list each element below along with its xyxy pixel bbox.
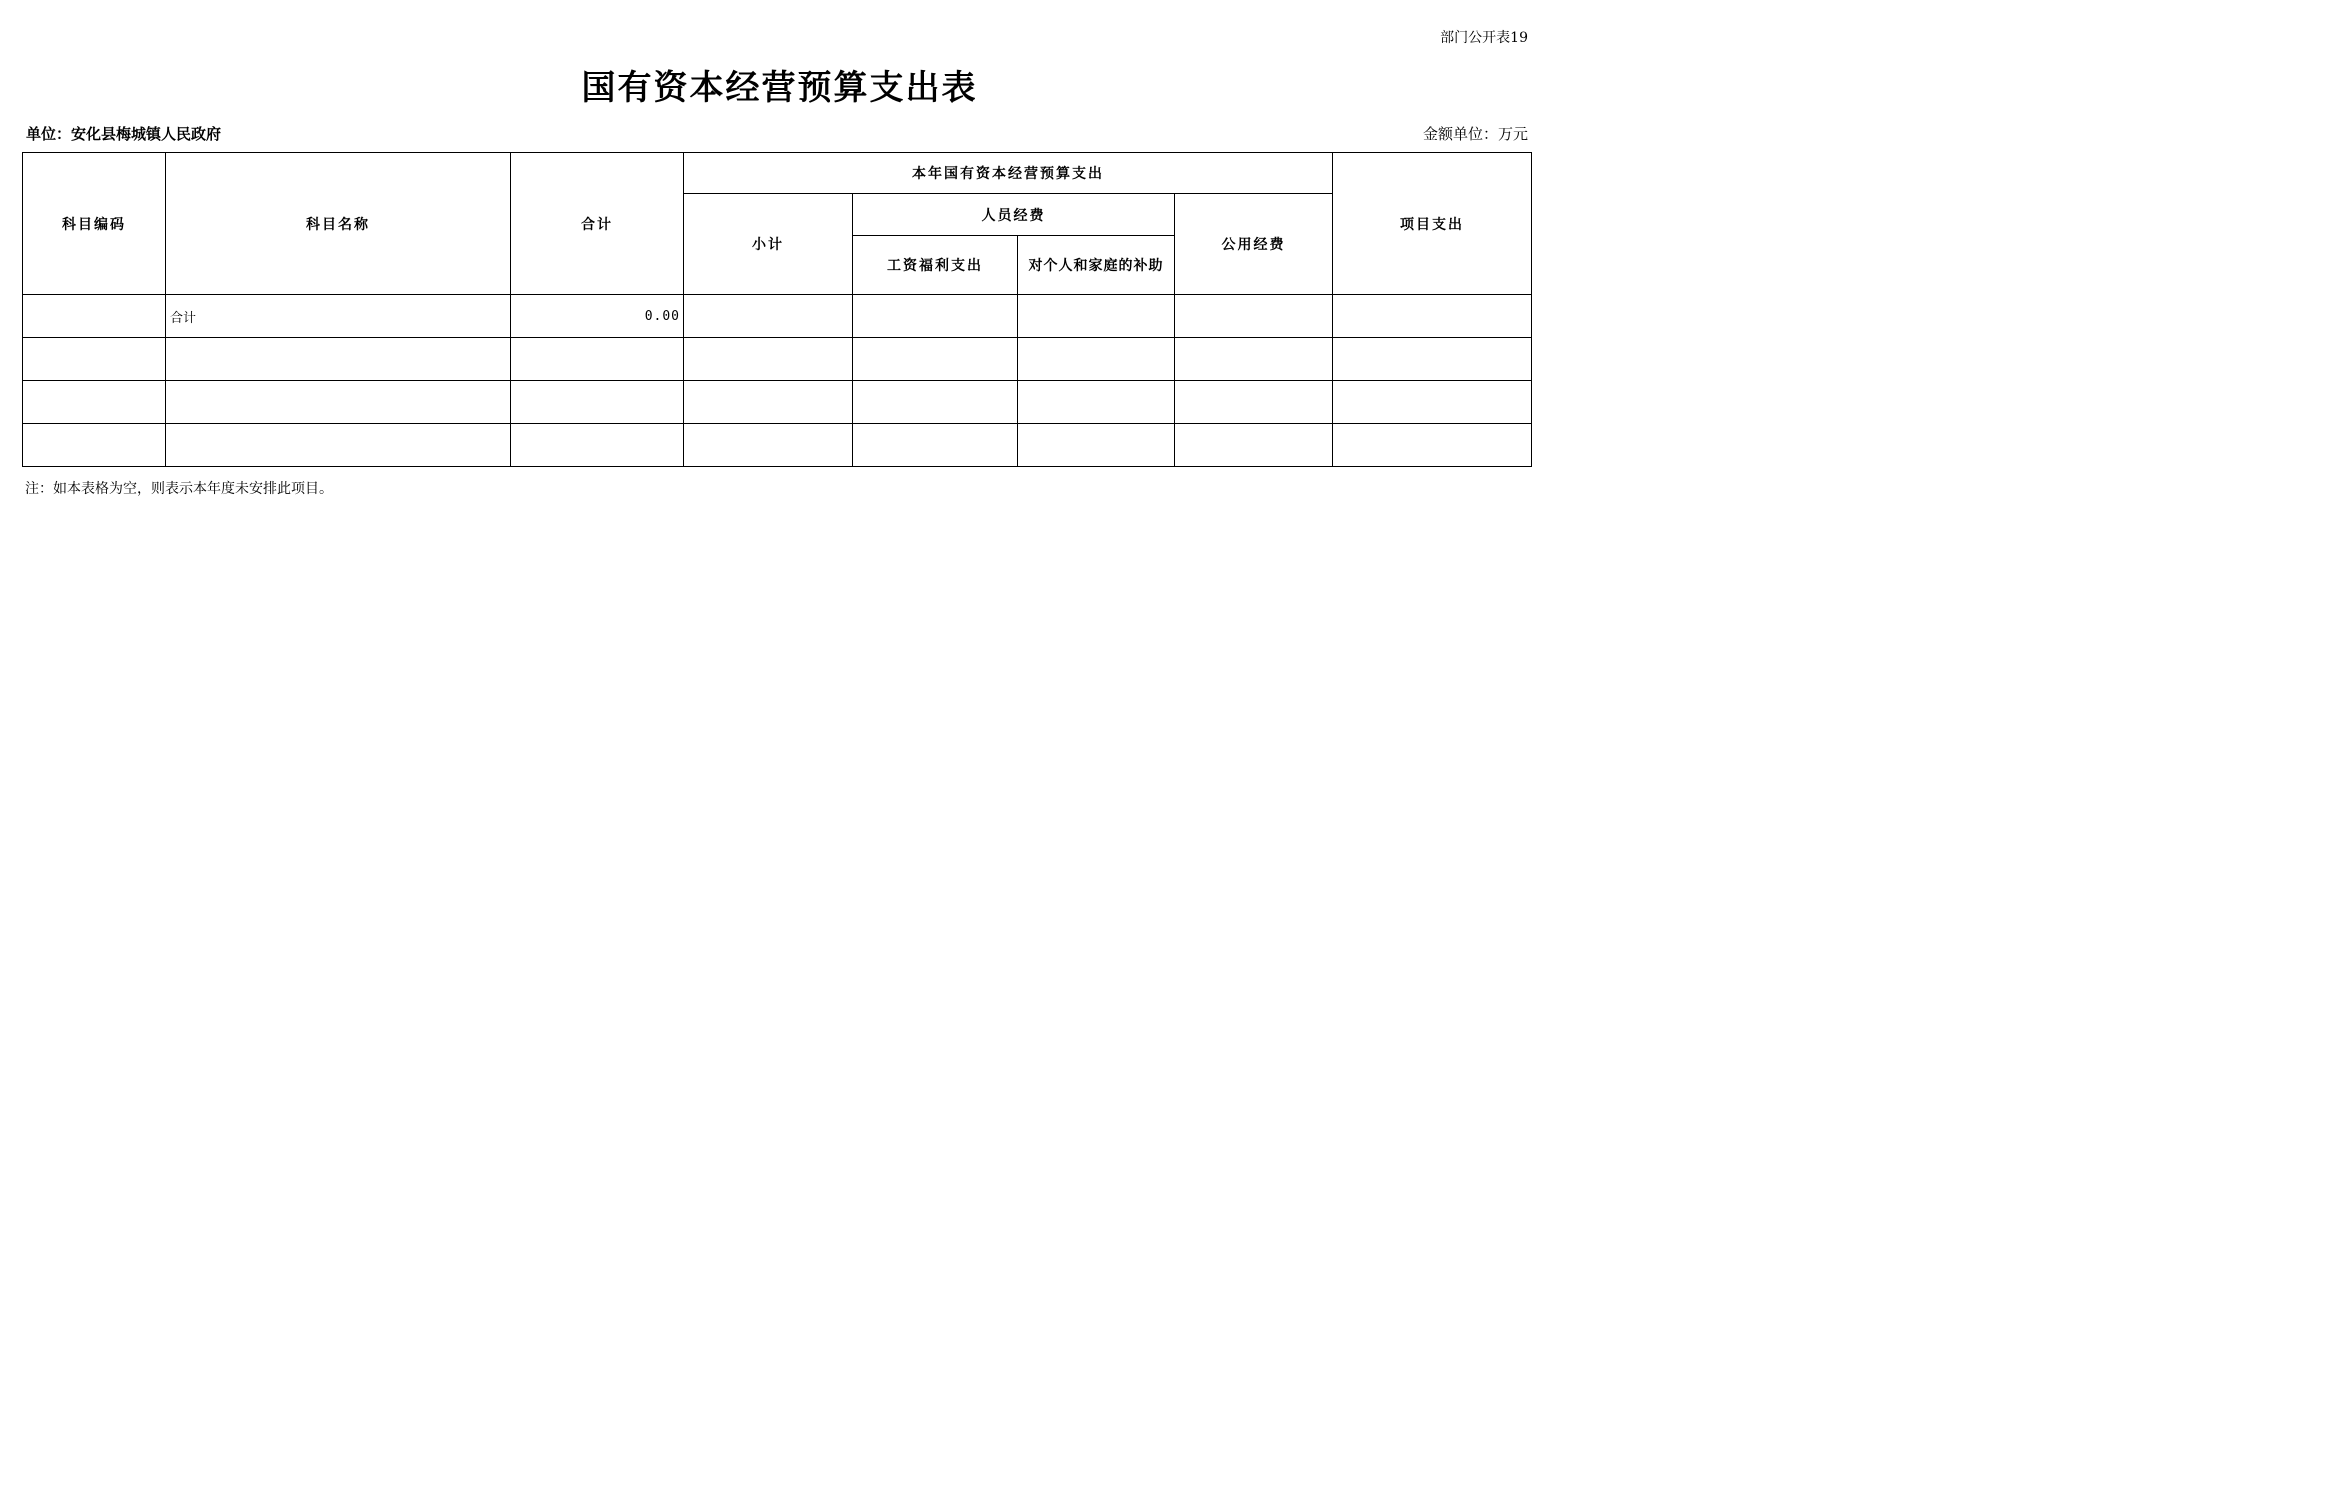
cell-name: [166, 338, 511, 381]
header-subsidy: 对个人和家庭的补助: [1018, 236, 1175, 295]
cell-name: [166, 381, 511, 424]
cell-public: [1175, 338, 1333, 381]
cell-public: [1175, 424, 1333, 467]
cell-subtotal: [684, 381, 853, 424]
cell-code: [23, 338, 166, 381]
cell-code: [23, 295, 166, 338]
cell-project: [1333, 381, 1532, 424]
cell-subsidy: [1018, 381, 1175, 424]
header-subtotal: 小计: [684, 194, 853, 295]
budget-table: [22, 152, 1532, 467]
amount-unit: 金额单位：万元: [1422, 125, 1528, 143]
cell-total: [511, 381, 684, 424]
cell-subtotal: [684, 338, 853, 381]
cell-total: 0.00: [511, 295, 684, 338]
header-public: 公用经费: [1175, 194, 1333, 295]
header-total: 合计: [511, 153, 684, 295]
cell-subsidy: [1018, 424, 1175, 467]
cell-name: 合计: [166, 295, 511, 338]
header-code: 科目编码: [23, 153, 166, 295]
footnote: 注：如本表格为空，则表示本年度未安排此项目。: [25, 481, 333, 497]
cell-code: [23, 381, 166, 424]
header-group: 本年国有资本经营预算支出: [684, 153, 1333, 194]
cell-subsidy: [1018, 295, 1175, 338]
cell-wages: [853, 338, 1018, 381]
table-row: [23, 381, 1532, 424]
header-project: 项目支出: [1333, 153, 1532, 295]
cell-total: [511, 338, 684, 381]
cell-wages: [853, 381, 1018, 424]
cell-wages: [853, 295, 1018, 338]
header-wages: 工资福利支出: [853, 236, 1018, 295]
cell-subtotal: [684, 295, 853, 338]
table-row: [23, 295, 1532, 338]
cell-project: [1333, 338, 1532, 381]
cell-public: [1175, 295, 1333, 338]
cell-project: [1333, 424, 1532, 467]
header-name: 科目名称: [166, 153, 511, 295]
cell-name: [166, 424, 511, 467]
organization-unit: 单位：安化县梅城镇人民政府: [26, 125, 222, 143]
cell-subsidy: [1018, 338, 1175, 381]
cell-public: [1175, 381, 1333, 424]
table-row: [23, 338, 1532, 381]
page-title: 国有资本经营预算支出表: [581, 68, 978, 108]
cell-project: [1333, 295, 1532, 338]
table-row: [23, 424, 1532, 467]
cell-total: [511, 424, 684, 467]
cell-subtotal: [684, 424, 853, 467]
cell-wages: [853, 424, 1018, 467]
header-personnel: 人员经费: [853, 194, 1175, 236]
form-number: 部门公开表19: [1440, 30, 1528, 46]
cell-code: [23, 424, 166, 467]
